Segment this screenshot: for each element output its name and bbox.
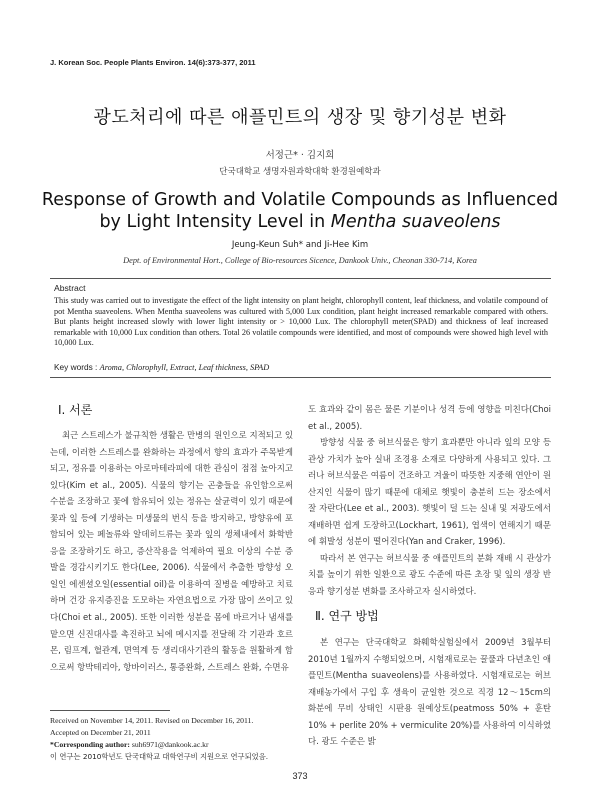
right-paragraph-0: 도 효과와 같이 몸은 물론 기분이나 성격 등에 영향을 미친다(Choi et al., 2005). <box>308 404 551 431</box>
english-title-line2: by Light Intensity Level in Mentha suaveolens <box>99 212 501 232</box>
section-1-paragraph-1: 최근 스트레스가 불규칙한 생활은 만병의 원인으로 지적되고 있는데, 이러한 스트레스를 완화하는 과정에서 향의 효과가 주목받게 되고, 정유를 이용하는 아로마테라피에 대한 관심이 점점 높아지고 있다(Kim et al., 2005). 식물의 향기는 곤충들을 유인함으로써 수분을 조장하고 꽃에 함유되어 있는 정유는 살균력이 있기 때문에 꽃과 잎 등에 기생하는 미생물의 번식 등을 방지하고, 방향유에 포함되어 있는 페놀류와 알데히드류는 꽃과 잎의 생체내에서 화학반응을 조장하기도 하고, 증산작용을 억제하여 필요 이상의 수분 증발을 경감시키기도 한다(Lee, 2006). 식물에서 추출한 방향성 오일인 에센셜오일(essential oil)을 이용하여 질병을 예방하고 치료하며 건강 유지증진을 도모하는 자연요법으로 가장 많이 쓰이고 있다(Choi et al., 2005). 또한 이러한 성분을 몸에 바르거나 냄새를 맡으면 신진대사를 촉진하고 뇌에 메시지를 전달해 각 기관과 호르몬, 림프계, 혈관계, 면역계 등 생리대사기관의 활동을 원활하게 함으로써 항박테리아, 항바이러스, 통증완화, 스트레스 완화, 수면유 <box>50 430 293 672</box>
species-name: Mentha suaveolens <box>330 212 501 232</box>
page-number: 373 <box>292 771 308 781</box>
abstract-bottom-rule <box>50 377 551 378</box>
footnote-received: Received on November 14, 2011. Revised on December 16, 2011. <box>50 716 254 725</box>
korean-title: 광도처리에 따른 애플민트의 생장 및 향기성분 변화 <box>93 107 507 128</box>
keywords-text: Aroma, Chlorophyll, Extract, Leaf thickness, SPAD <box>99 363 270 372</box>
keywords <box>54 362 269 372</box>
footnote-corresponding: *Corresponding author: suh6971@dankook.ac.kr <box>50 740 209 749</box>
english-authors: Jeung-Keun Suh* and Ji-Hee Kim <box>231 240 369 250</box>
section-2-paragraph-1: 본 연구는 단국대학교 화훼학실험실에서 2009년 3월부터 2010년 1월까지 수행되었으며, 시험재료로는 꿀풀과 다년초인 애플민트(Mentha suaveolens)를 사용하였다. 시험재료로는 허브재배농가에서 구입 후 생육이 균일한 것으로 직경 12～15cm의 화분에 무비 상태인 시판용 원예상토(peatmoss 50% + 훈탄 10% + perlite 20% + vermiculite 20%)를 사용하여 이식하였다. 광도 수준은 밝 <box>308 637 551 747</box>
corresponding-email: suh6971@dankook.ac.kr <box>131 740 209 749</box>
korean-authors: 서정근* · 김지희 <box>265 150 335 161</box>
section-2-column <box>308 634 551 750</box>
english-title <box>0 189 600 233</box>
abstract-top-rule <box>50 278 551 279</box>
right-paragraph-2: 따라서 본 연구는 허브식물 중 애플민트의 분화 재배 시 관상가치를 높이기 위한 일환으로 광도 수준에 따른 초장 및 잎의 생장 반응과 향기성분 변화를 조사하고자 실시하였다. <box>308 552 551 597</box>
journal-citation: J. Korean Soc. People Plants Environ. 14(6):373-377, 2011 <box>50 58 256 67</box>
footnote-rule <box>50 710 170 711</box>
left-column <box>50 427 293 675</box>
section-1-heading: Ⅰ. 서론 <box>58 403 93 417</box>
footnote-funding: 이 연구는 2010학년도 단국대학교 대학연구비 지원으로 연구되었음. <box>50 752 269 761</box>
abstract-text: This study was carried out to investigate the effect of the light intensity on plant height, chlorophyll content, leaf thickness, and volatile compound of pot Mentha suaveolens. When Mentha suaveolens was cultured with 5,000 Lux condition, plant height increased remarkable compared with others. But plants height increased slowly with lower light intensity or > 10,000 Lux. The chlorophyll meter(SPAD) and thickness of leaf increased remarkable with 10,000 Lux condition than others. Total 26 volatile compounds were identified, and most of compounds were showed high level with 10,000 Lux. <box>54 296 548 348</box>
korean-affiliation: 단국대학교 생명자원과학대학 환경원예학과 <box>219 167 381 177</box>
section-2-heading: Ⅱ. 연구 방법 <box>315 609 379 623</box>
footnote-accepted: Accepted on December 21, 2011 <box>50 728 151 737</box>
english-affiliation: Dept. of Environmental Hort., College of Bio-resources Sicence, Dankook Univ., Cheonan 330-714, Korea <box>123 256 477 265</box>
right-paragraph-1: 방향성 식물 중 허브식물은 향기 효과뿐만 아니라 잎의 모양 등 관상 가치가 높아 실내 조경용 소재로 다양하게 사용되고 있다. 그러나 허브식물은 여름이 건조하고 겨울이 따뜻한 지중해 연안이 원산지인 식물이 많기 때문에 대체로 햇빛이 충분히 드는 장소에서 잘 자란다(Lee et al., 2003). 햇빛이 덜 드는 실내 및 저광도에서 재배하면 쉽게 도장하고(Lockhart, 1961), 엽색이 연해지기 때문에 휘발성 성분이 떨어진다(Yan and Craker, 1996). <box>308 437 551 547</box>
english-title-line1: Response of Growth and Volatile Compounds as Influenced <box>41 190 559 210</box>
right-column <box>308 401 551 600</box>
keywords-label: Key words : <box>54 362 98 372</box>
abstract-heading: Abstract <box>54 283 86 293</box>
